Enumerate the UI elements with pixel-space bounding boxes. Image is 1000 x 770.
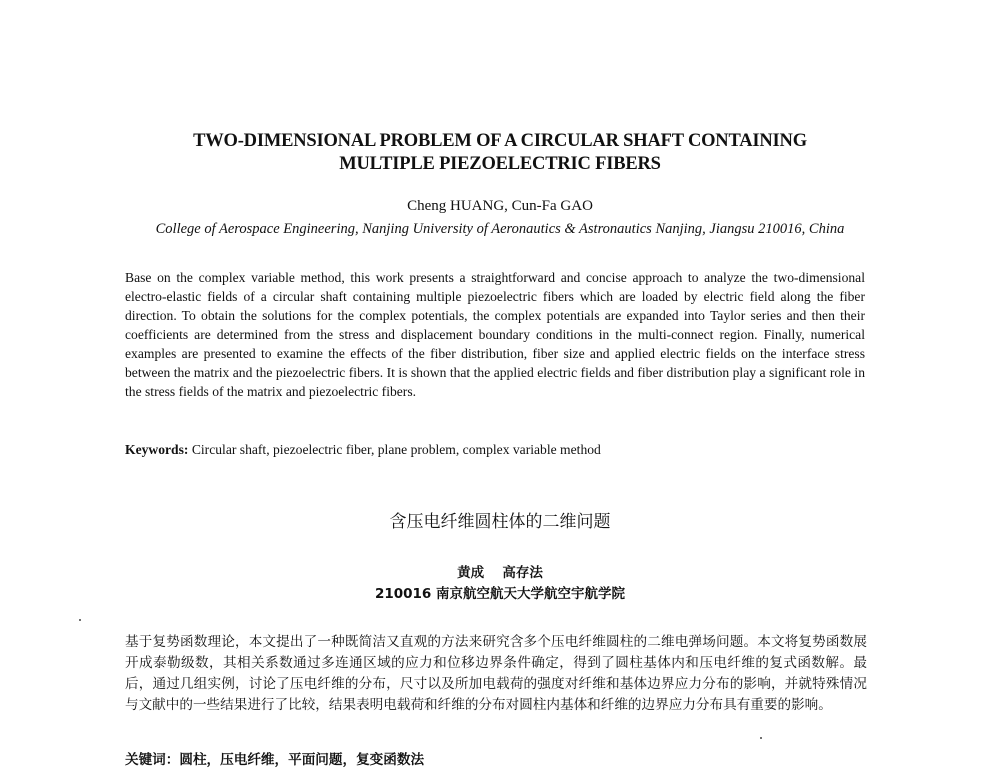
keywords-label: Keywords: [125, 442, 189, 457]
keywords-text: Circular shaft, piezoelectric fiber, plane problem, complex variable method [191, 442, 601, 457]
affiliation: College of Aerospace Engineering, Nanjing University of Aeronautics & Astronautics Nanjing, Jiangsu 210016, China [155, 221, 845, 237]
author-list: Cheng HUANG, Cun-Fa GAO [407, 198, 593, 214]
chinese-abstract-body: 基于复势函数理论，本文提出了一种既简洁又直观的方法来研究含多个压电纤维圆柱的二维电弹场问题。本文将复势函数展开成泰勒级数，其相关系数通过多连通区域的应力和位移边界条件确定，得到了圆柱基体内和压电纤维的复式函数解。最后，通过几组实例，讨论了压电纤维的分布，尺寸以及所加电载荷的强度对纤维和基体边界应力分布的影响，并就特殊情况与文献中的一些结果进行了比较，结果表明电载荷和纤维的分布对圆柱内基体和纤维的边界应力分布具有重要的影响。 [125, 634, 867, 713]
paper-title [120, 130, 880, 176]
title-line-2: MULTIPLE PIEZOELECTRIC FIBERS [339, 154, 661, 174]
scan-speck [760, 737, 762, 739]
abstract-body: Base on the complex variable method, this work presents a straightforward and concise approach to analyze the two-dimensional electro-elastic fields of a circular shaft containing multiple piezoelectric fibers which are loaded by electric field along the fiber direction. To obtain the solutions for the complex potentials, the complex potentials are expanded into Taylor series and then their coefficients are determined from the stress and displacement boundary conditions in the multi-connect region. Finally, numerical examples are presented to examine the effects of the fiber distribution, fiber size and applied electric fields on the interface stress between the matrix and the piezoelectric fibers. It is shown that the applied electric fields and fiber distribution play a significant role in the stress fields of the matrix and piezoelectric fibers. [125, 270, 865, 399]
chinese-author-list: 黄成 高存法 [457, 565, 543, 581]
title-line-1: TWO-DIMENSIONAL PROBLEM OF A CIRCULAR SHAFT CONTAINING [193, 131, 807, 151]
keywords-line [125, 440, 865, 459]
chinese-affiliation: 210016 南京航空航天大学航空宇航学院 [374, 586, 626, 602]
chinese-keywords-line: 关键词：圆柱，压电纤维，平面问题，复变函数法 [125, 752, 425, 768]
chinese-title: 含压电纤维圆柱体的二维问题 [389, 512, 611, 532]
scan-speck [79, 619, 81, 621]
